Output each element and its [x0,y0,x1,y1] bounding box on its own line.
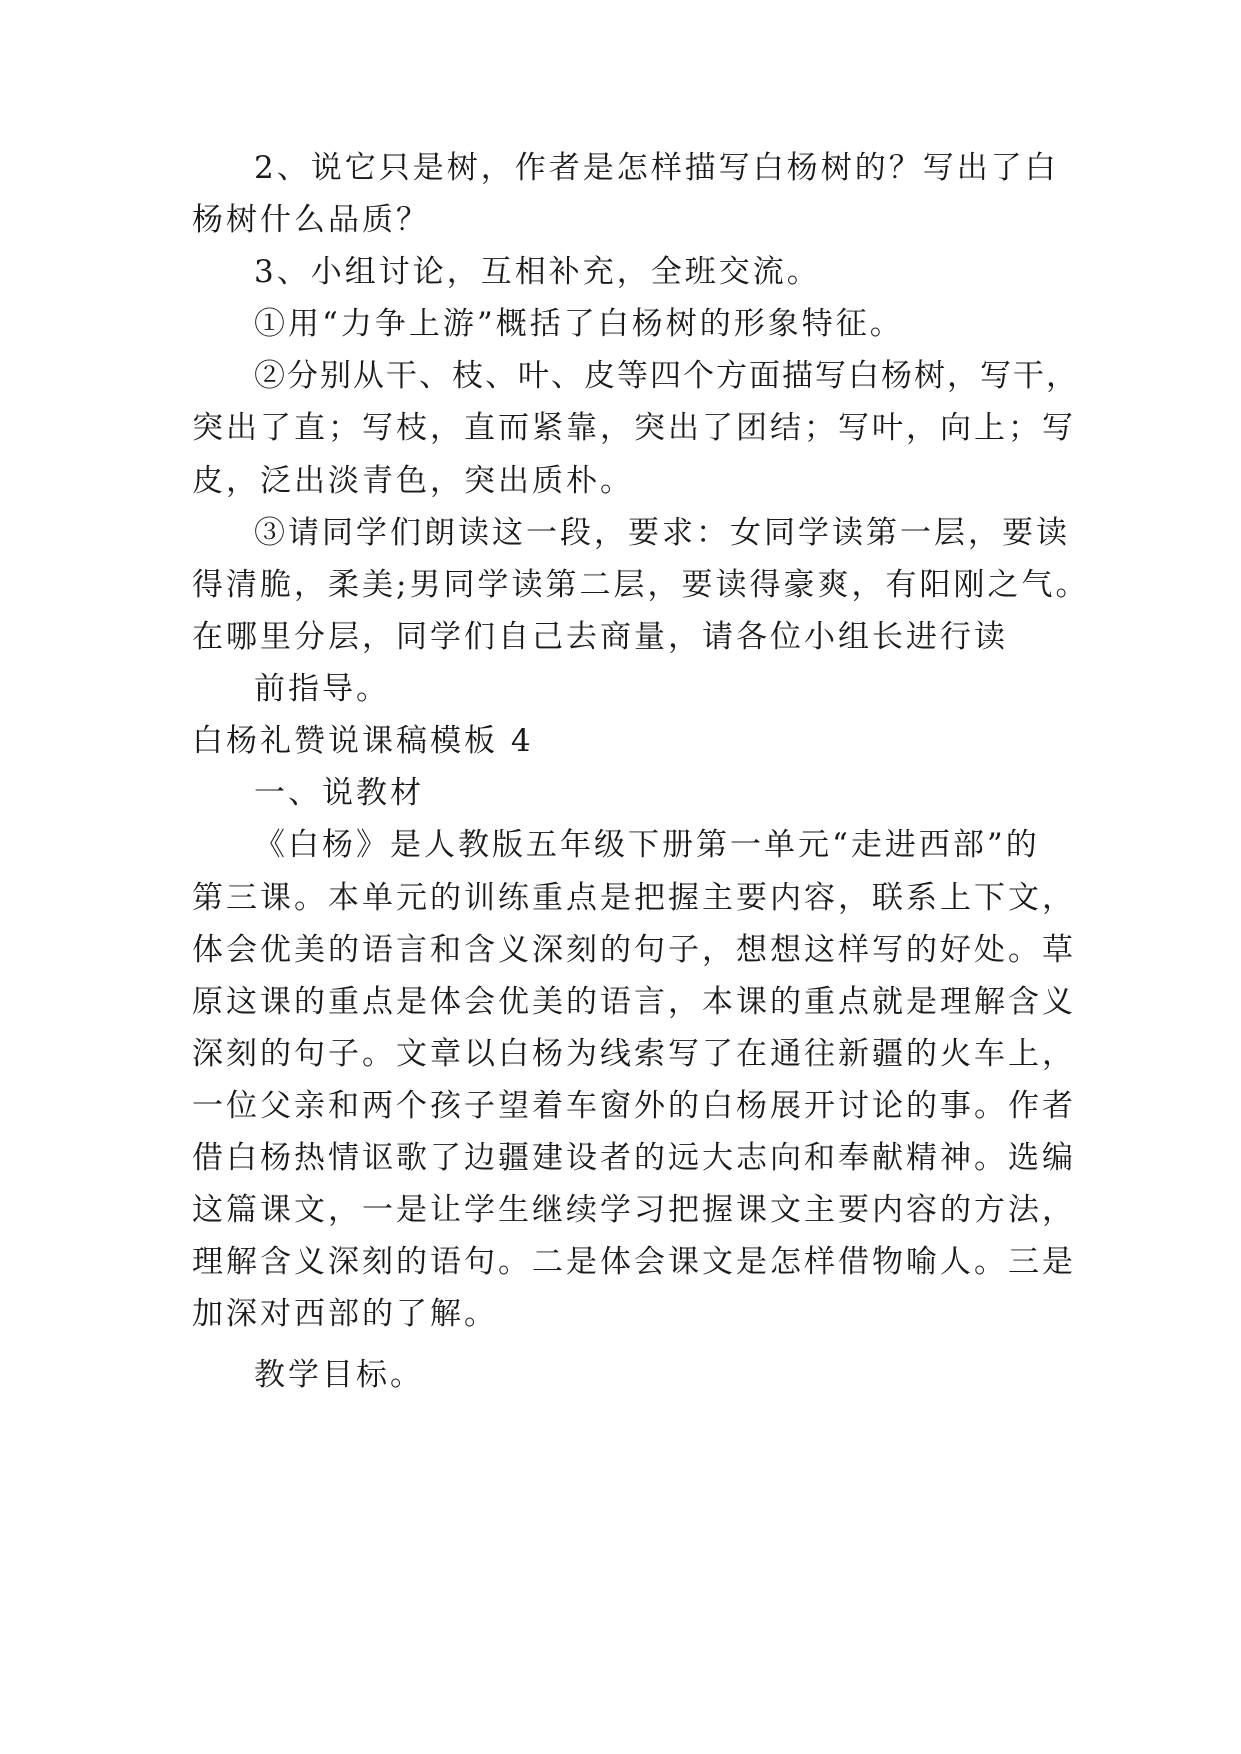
paragraph-line: ②分别从干、枝、叶、皮等四个方面描写白杨树，写干， [254,358,1079,394]
paragraph-line: ③请同学们朗读这一段，要求：女同学读第一层，要读 [254,515,1070,551]
paragraph-line: 体会优美的语言和含义深刻的句子，想想这样写的好处。草 [192,932,1076,968]
paragraph-line: 突出了直；写枝，直而紧靠，突出了团结；写叶，向上；写 [192,410,1076,446]
section-heading: 一、说教材 [254,775,424,811]
paragraph-line: 2、说它只是树，作者是怎样描写白杨树的？写出了白 [254,150,1059,186]
paragraph-line: 一位父亲和两个孩子望着车窗外的白杨展开讨论的事。作者 [192,1088,1076,1124]
section-title: 白杨礼赞说课稿模板 4 [192,723,534,759]
paragraph-line: 借白杨热情讴歌了边疆建设者的远大志向和奉献精神。选编 [192,1140,1076,1176]
paragraph-line: 《白杨》是人教版五年级下册第一单元“走进西部”的 [254,827,1040,863]
paragraph-line: 得清脆，柔美;男同学读第二层，要读得豪爽，有阳刚之气。 [192,567,1090,603]
paragraph-line: 皮，泛出淡青色，突出质朴。 [192,463,634,499]
paragraph-line: 3、小组讨论，互相补充，全班交流。 [254,254,821,290]
paragraph-line: 原这课的重点是体会优美的语言，本课的重点就是理解含义 [192,984,1076,1020]
paragraph-line: 理解含义深刻的语句。二是体会课文是怎样借物喻人。三是 [192,1244,1076,1280]
paragraph-line: 在哪里分层，同学们自己去商量，请各位小组长进行读 [192,619,1008,655]
paragraph-line: 教学目标。 [254,1357,424,1393]
paragraph-line: 前指导。 [254,671,390,707]
paragraph-line: 第三课。本单元的训练重点是把握主要内容，联系上下文， [192,880,1076,916]
paragraph-line: 加深对西部的了解。 [192,1296,498,1332]
paragraph-line: 杨树什么品质？ [192,202,430,238]
paragraph-line: ①用“力争上游”概括了白杨树的形象特征。 [254,306,904,342]
paragraph-line: 深刻的句子。文章以白杨为线索写了在通往新疆的火车上， [192,1036,1076,1072]
paragraph-line: 这篇课文，一是让学生继续学习把握课文主要内容的方法， [192,1192,1076,1228]
